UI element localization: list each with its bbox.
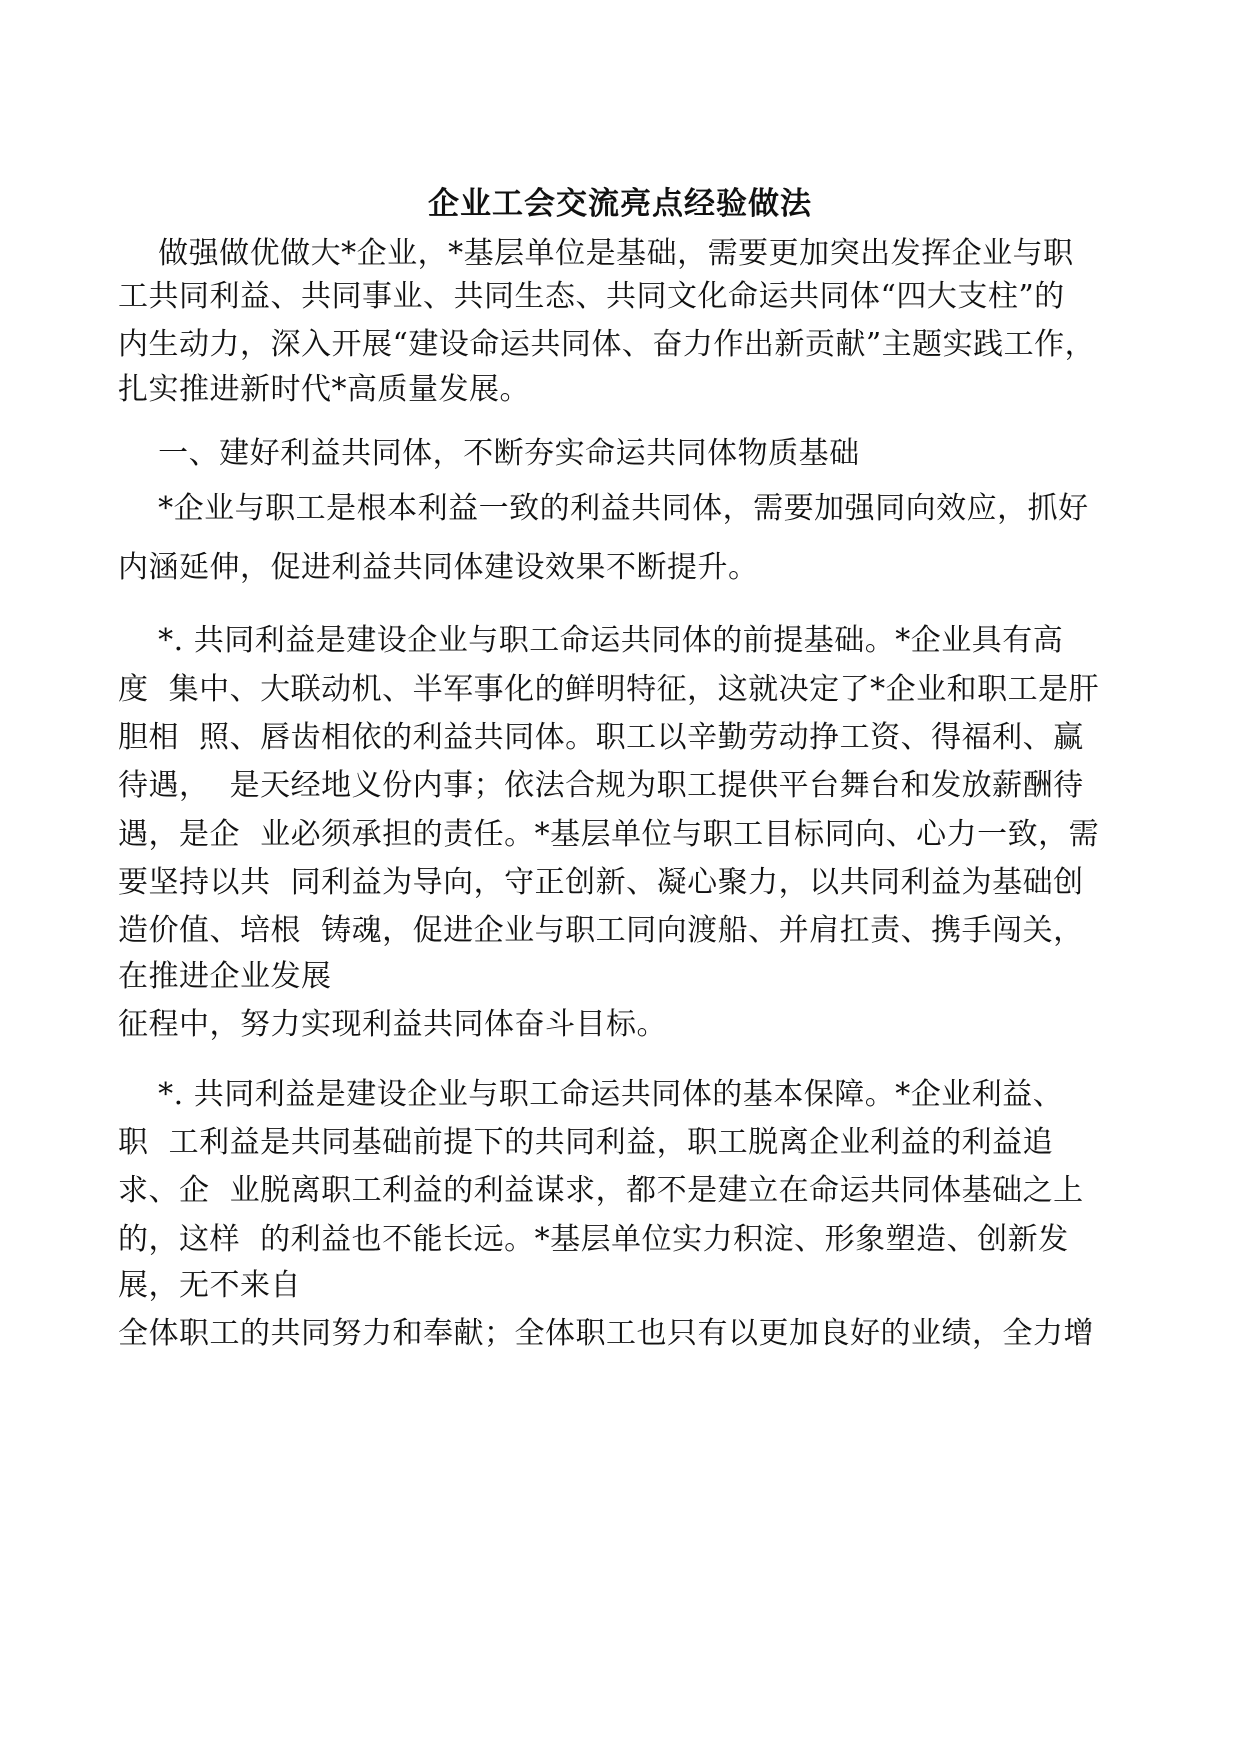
body-line: *企业与职工是根本利益一致的利益共同体，需要加强同向效应，抓好 xyxy=(118,491,1089,526)
body-line: 内涵延伸，促进利益共同体建设效果不断提升。 xyxy=(118,550,759,585)
body-line: 展，无不来自 xyxy=(118,1268,301,1303)
section-heading: 一、建好利益共同体，不断夯实命运共同体物质基础 xyxy=(118,436,860,471)
body-line: *. 共同利益是建设企业与职工命运共同体的基本保障。*企业利益、 xyxy=(118,1077,1064,1112)
body-line: 扎实推进新时代*高质量发展。 xyxy=(118,372,530,407)
body-line: 做强做优做大*企业，*基层单位是基础，需要更加突出发挥企业与职 xyxy=(118,236,1074,271)
body-line: *. 共同利益是建设企业与职工命运共同体的前提基础。*企业具有高 xyxy=(118,623,1064,658)
document-title: 企业工会交流亮点经验做法 xyxy=(428,186,812,222)
body-line: 在推进企业发展 xyxy=(118,959,332,994)
body-line: 待遇， 是天经地义份内事；依法合规为职工提供平台舞台和发放薪酬待 xyxy=(118,768,1084,803)
body-line: 的，这样 的利益也不能长远。*基层单位实力积淀、形象塑造、创新发 xyxy=(118,1222,1069,1257)
body-line: 职 工利益是共同基础前提下的共同利益，职工脱离企业利益的利益追 xyxy=(118,1125,1054,1160)
body-line: 度 集中、大联动机、半军事化的鲜明特征，这就决定了*企业和职工是肝 xyxy=(118,672,1100,707)
body-line: 胆相 照、唇齿相依的利益共同体。职工以辛勤劳动挣工资、得福利、赢 xyxy=(118,720,1084,755)
body-line: 求、企 业脱离职工利益的利益谋求，都不是建立在命运共同体基础之上 xyxy=(118,1173,1084,1208)
body-line: 要坚持以共 同利益为导向，守正创新、凝心聚力，以共同利益为基础创 xyxy=(118,865,1084,900)
body-line: 工共同利益、共同事业、共同生态、共同文化命运共同体“四大支柱”的 xyxy=(118,279,1065,314)
body-line: 遇，是企 业必须承担的责任。*基层单位与职工目标同向、心力一致，需 xyxy=(118,817,1100,852)
body-line: 造价值、培根 铸魂，促进企业与职工同向渡船、并肩扛责、携手闯关， xyxy=(118,913,1084,948)
body-line: 征程中，努力实现利益共同体奋斗目标。 xyxy=(118,1007,667,1042)
body-line: 内生动力，深入开展“建设命运共同体、奋力作出新贡献”主题实践工作， xyxy=(118,327,1096,362)
body-line: 全体职工的共同努力和奉献；全体职工也只有以更加良好的业绩，全力增 xyxy=(118,1316,1094,1351)
